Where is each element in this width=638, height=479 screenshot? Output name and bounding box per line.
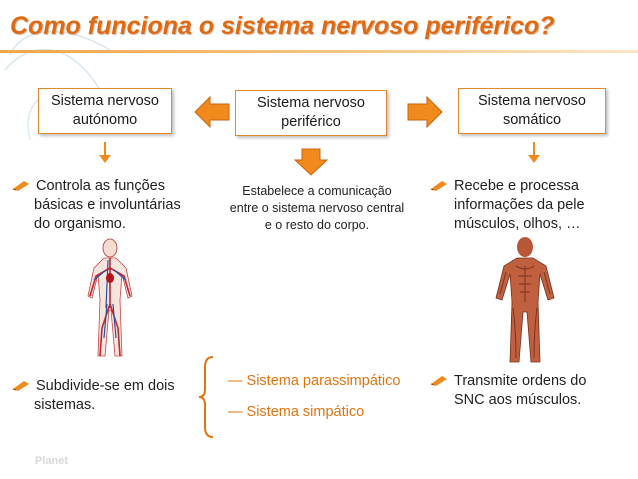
arrow-down-center-icon [294,148,328,176]
autonomic-line3: do organismo. [34,216,126,232]
box-somatic-line2: somático [502,112,562,128]
footer-watermark: Planet [35,455,69,467]
subsystem-sympathetic: — Sistema simpático [228,404,365,420]
transmission-line1: Transmite ordens do [454,373,587,389]
subsystem-parasympathetic: — Sistema parassimpático [228,373,401,389]
box-peripheral-line2: periférico [281,114,341,130]
box-autonomic-line2: autónomo [72,112,138,128]
somatic-line3: músculos, olhos, … [454,216,581,232]
subdivision-line2: sistemas. [34,397,96,413]
peripheral-line3: e o resto do corpo. [264,218,370,232]
somatic-line1: Recebe e processa [454,178,579,194]
transmission-line2: SNC aos músculos. [454,392,582,408]
autonomic-line2: básicas e involuntárias [34,197,181,213]
somatic-description [430,177,635,234]
autonomic-description [10,177,200,234]
page-title: Como funciona o sistema nervoso periférico? [10,12,555,40]
bullet-pen-icon [430,179,448,191]
curly-brace [197,355,217,439]
subdivision-line1: Subdivide-se em dois [36,378,175,394]
box-autonomic [38,88,172,134]
box-somatic-line1: Sistema nervoso [478,93,586,109]
somatic-line2: informações da pele [454,197,585,213]
muscular-body-image [480,236,570,364]
arrow-right-icon [406,95,444,129]
box-peripheral-line1: Sistema nervoso [257,95,365,111]
peripheral-line2: entre o sistema nervoso central [229,201,405,215]
box-autonomic-line1: Sistema nervoso [51,93,159,109]
autonomic-subdivision [10,377,200,415]
box-peripheral [235,90,387,136]
arrow-left-icon [193,95,231,129]
bullet-pen-icon [12,179,30,191]
bullet-pen-icon [430,374,448,386]
arrow-down-right-icon [527,142,541,164]
box-somatic [458,88,606,134]
autonomic-line1: Controla as funções [36,178,165,194]
somatic-transmission [430,372,635,410]
arrow-down-left-icon [98,142,112,164]
title-underline [0,50,638,53]
circulatory-body-image [70,238,150,358]
peripheral-description [212,183,422,234]
peripheral-line1: Estabelece a comunicação [242,184,392,198]
bullet-pen-icon [12,379,30,391]
